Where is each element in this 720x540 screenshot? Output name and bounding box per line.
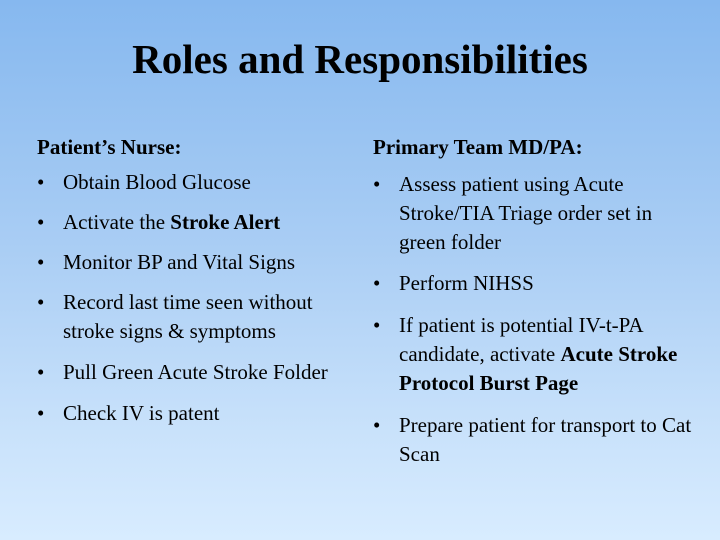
nurse-item-vitals: • Monitor BP and Vital Signs — [37, 248, 367, 277]
nurse-item-iv: • Check IV is patent — [37, 399, 367, 428]
nurse-list — [37, 168, 367, 428]
slide-title: Roles and Responsibilities — [132, 36, 588, 82]
nurse-heading: Patient’s Nurse: — [37, 135, 182, 159]
burst-page-emphasis: Acute Stroke Protocol Burst Page — [399, 342, 678, 395]
md-pa-heading: Primary Team MD/PA: — [373, 135, 583, 159]
nurse-column — [37, 133, 367, 428]
nurse-item-stroke-alert: • Activate the Stroke Alert — [37, 208, 367, 237]
nurse-item-folder: • Pull Green Acute Stroke Folder — [37, 358, 367, 387]
md-pa-column — [373, 133, 703, 469]
md-item-tpa: • If patient is potential IV-t-PA candidate, activate Acute Stroke Protocol Burst Page — [373, 311, 703, 398]
md-item-transport: • Prepare patient for transport to Cat Scan — [373, 411, 703, 469]
nurse-item-glucose: • Obtain Blood Glucose — [37, 168, 367, 197]
md-item-assess: • Assess patient using Acute Stroke/TIA Triage order set in green folder — [373, 170, 703, 257]
stroke-alert-emphasis: Stroke Alert — [170, 210, 281, 234]
nurse-item-last-seen: • Record last time seen without stroke signs & symptoms — [37, 288, 367, 346]
md-pa-list — [373, 170, 703, 469]
md-item-nihss: • Perform NIHSS — [373, 269, 703, 298]
